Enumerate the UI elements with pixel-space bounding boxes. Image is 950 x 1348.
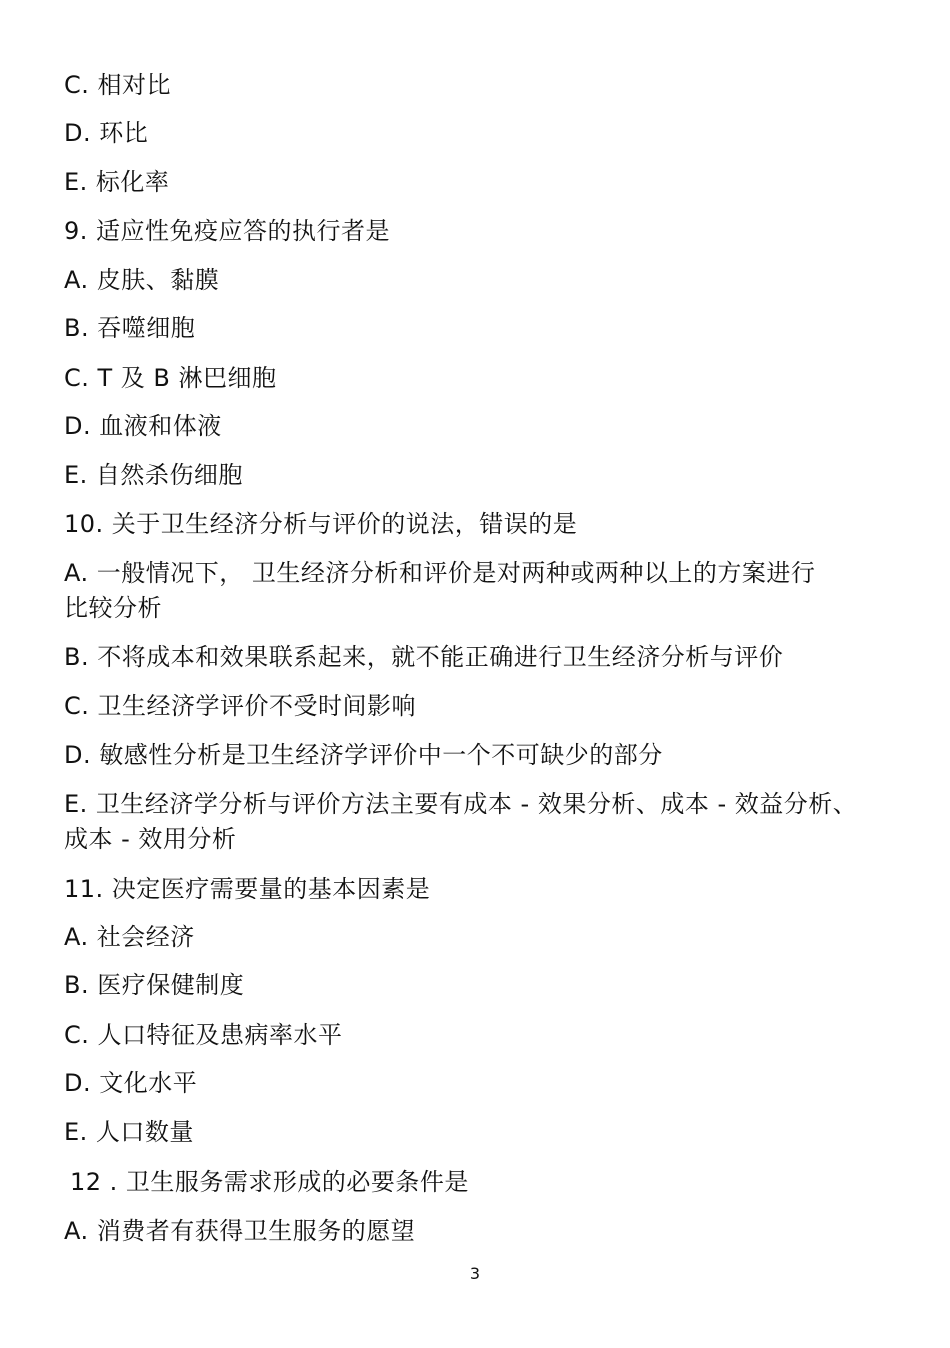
option-e-q10-cont: 成本 - 效用分析 <box>64 825 237 853</box>
question-12: 12 . 卫生服务需求形成的必要条件是 <box>70 1168 469 1196</box>
option-c-q8: C. 相对比 <box>64 71 172 99</box>
page-number: 3 <box>469 1264 481 1283</box>
option-a-q10-cont: 比较分析 <box>64 594 162 622</box>
option-a-q9: A. 皮肤、黏膜 <box>64 266 220 294</box>
option-a-q11: A. 社会经济 <box>64 923 195 951</box>
option-b-q9: B. 吞噬细胞 <box>64 314 196 342</box>
option-d-q10: D. 敏感性分析是卫生经济学评价中一个不可缺少的部分 <box>64 741 663 769</box>
option-c-q11: C. 人口特征及患病率水平 <box>64 1021 343 1049</box>
question-11: 11. 决定医疗需要量的基本因素是 <box>64 875 431 903</box>
option-b-q11: B. 医疗保健制度 <box>64 971 245 999</box>
option-a-q12: A. 消费者有获得卫生服务的愿望 <box>64 1217 416 1245</box>
option-c-q10: C. 卫生经济学评价不受时间影响 <box>64 692 417 720</box>
option-a-q10: A. 一般情况下， 卫生经济分析和评价是对两种或两种以上的方案进行 <box>64 559 816 587</box>
option-c-q9: C. T 及 B 淋巴细胞 <box>64 364 277 392</box>
option-d-q11: D. 文化水平 <box>64 1069 198 1097</box>
option-d-q8: D. 环比 <box>64 119 149 147</box>
option-e-q11: E. 人口数量 <box>64 1118 194 1146</box>
option-e-q8: E. 标化率 <box>64 168 170 196</box>
option-b-q10: B. 不将成本和效果联系起来，就不能正确进行卫生经济分析与评价 <box>64 643 784 671</box>
option-e-q9: E. 自然杀伤细胞 <box>64 461 243 489</box>
question-9: 9. 适应性免疫应答的执行者是 <box>64 217 391 245</box>
option-e-q10: E. 卫生经济学分析与评价方法主要有成本 - 效果分析、成本 - 效益分析、 <box>64 790 858 818</box>
option-d-q9: D. 血液和体液 <box>64 412 222 440</box>
question-10: 10. 关于卫生经济分析与评价的说法，错误的是 <box>64 510 578 538</box>
